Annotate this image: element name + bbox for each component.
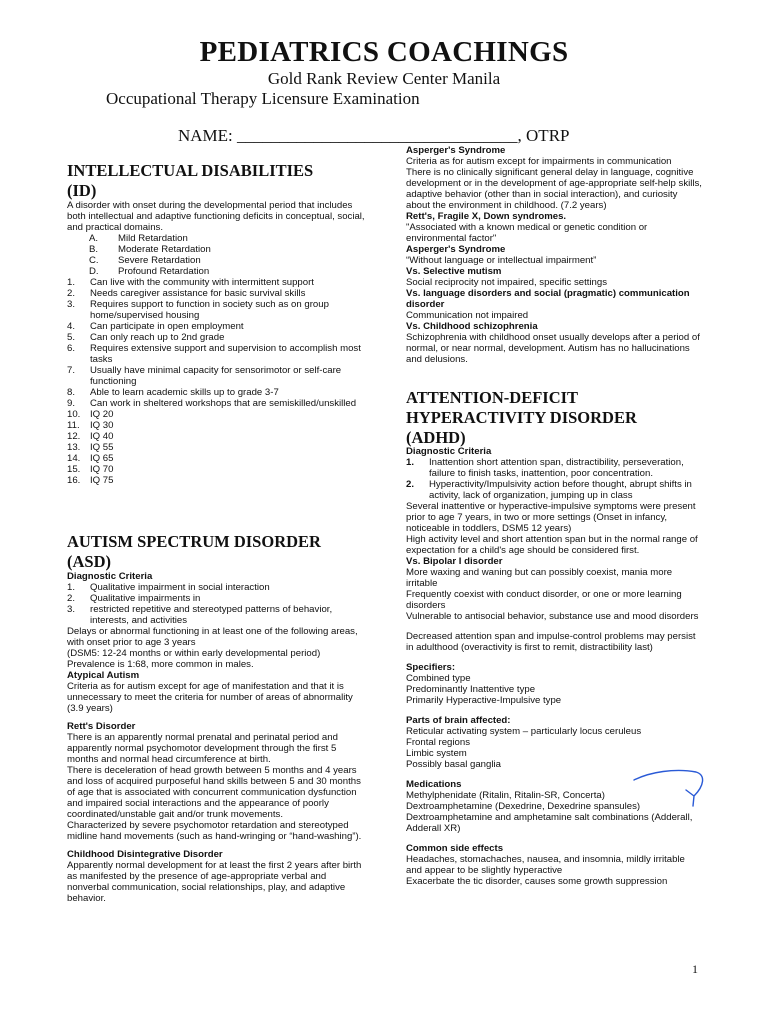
adhd-symptoms: Several inattentive or hyperactive-impulsive symptoms were present prior to age 7 years, in two or more settings (Onset in infancy, noticeable in toddlers, DSM5 12 years): [406, 501, 696, 534]
list-item: [67, 387, 367, 398]
page-number: 1: [692, 962, 698, 976]
subtitle-exam: Occupational Therapy Licensure Examination: [106, 89, 420, 108]
list-text: Requires support to function in society such as on group home/supervised housing: [90, 299, 329, 321]
mutism-text: Social reciprocity not impaired, specific settings: [406, 277, 608, 288]
list-item: Predominantly Inattentive type: [406, 684, 536, 695]
retts-text: Characterized by severe psychomotor retardation and stereotyped midline hand movements (such as hand-wringing or “hand-washing”).: [67, 820, 362, 842]
list-marker: 2.: [67, 288, 76, 299]
list-item: Reticular activating system – particularly locus ceruleus: [406, 726, 642, 737]
handwritten-arrow-icon: [630, 766, 710, 810]
cdd-label: Childhood Disintegrative Disorder: [67, 849, 223, 860]
schizophrenia-label: Vs. Childhood schizophrenia: [406, 321, 538, 332]
asd-dsm5: (DSM5: 12-24 months or within early developmental period): [67, 648, 321, 659]
list-item: [67, 233, 367, 244]
list-marker: 11.: [67, 420, 80, 431]
language-disorder-text: Communication not impaired: [406, 310, 529, 321]
asperger2-text: “Without language or intellectual impairment”: [406, 255, 597, 266]
subtitle-review-center: Gold Rank Review Center Manila: [267, 69, 501, 88]
list-item: [67, 431, 367, 442]
list-text: Requires extensive support and supervision to accomplish most tasks: [90, 343, 361, 365]
asd-delays: Delays or abnormal functioning in at least one of the following areas, with onset prior to age 3 years: [67, 626, 358, 648]
list-marker: 16.: [67, 475, 81, 486]
list-item: Limbic system: [406, 748, 467, 759]
side-effects-text: Headaches, stomachaches, nausea, and insomnia, mildly irritable and appear to be slightly hyperactive: [406, 854, 685, 876]
atypical-autism-text: Criteria as for autism except for age of manifestation and that it is unnecessary to meet the criteria for number of areas of abnormality (3.9 years): [67, 681, 353, 714]
list-item: Dextroamphetamine and amphetamine salt combinations (Adderall, Adderall XR): [406, 812, 693, 834]
list-item: Methylphenidate (Ritalin, Ritalin-SR, Concerta): [406, 790, 605, 801]
retts-fragile-text: "Associated with a known medical or genetic condition or environmental factor": [406, 222, 648, 244]
adhd-heading-abbr: (ADHD): [406, 428, 466, 447]
list-text: Usually have minimal capacity for sensorimotor or self-care functioning: [90, 365, 342, 387]
list-text: Inattention short attention span, distractibility, perseveration, failure to finish tasks, inattention, poor concentration.: [429, 457, 684, 479]
list-marker: 8.: [67, 387, 76, 398]
list-item: [67, 420, 367, 431]
list-item: [67, 398, 367, 409]
list-text: Hyperactivity/Impulsivity action before thought, abrupt shifts in activity, lack of organization, jumping up in class: [429, 479, 692, 501]
coexist-text: Frequently coexist with conduct disorder, or one or more learning disorders: [406, 589, 682, 611]
asd-criteria-label: Diagnostic Criteria: [67, 571, 153, 582]
decreased-attention-text: Decreased attention span and impulse-control problems may persist in adulthood (overactivity is first to remit, distractibility last): [406, 631, 696, 653]
list-item: Primarily Hyperactive-Impulsive type: [406, 695, 562, 706]
list-text: Can live with the community with intermittent support: [90, 277, 314, 288]
list-text: Qualitative impairment in social interaction: [90, 582, 270, 593]
id-heading-abbr: (ID): [67, 181, 97, 200]
list-item: [406, 457, 702, 479]
list-text: IQ 30: [90, 420, 114, 431]
list-marker: 6.: [67, 343, 76, 354]
id-intro: A disorder with onset during the developmental period that includes both intellectual and adaptive functioning deficits in conceptual, social, and practical domains.: [67, 200, 365, 233]
page-title: PEDIATRICS COACHINGS: [199, 36, 569, 68]
mutism-label: Vs. Selective mutism: [406, 266, 502, 277]
list-text: restricted repetitive and stereotyped patterns of behavior, interests, and activities: [90, 604, 333, 626]
list-marker: 1.: [67, 582, 76, 593]
list-item: [406, 479, 702, 501]
bipolar-text: More waxing and waning but can possibly coexist, mania more irritable: [406, 567, 673, 589]
list-text: IQ 20: [90, 409, 114, 420]
id-section-body: [67, 200, 367, 486]
list-marker: A.: [89, 233, 99, 244]
asperger-label: Asperger's Syndrome: [406, 145, 506, 156]
cdd-text: Apparently normal development for at least the first 2 years after birth as manifested by the presence of age-appropriate verbal and nonverbal communication, social relationships, play, and adaptive behavior.: [67, 860, 362, 904]
list-marker: D.: [89, 266, 99, 277]
list-marker: 9.: [67, 398, 76, 409]
list-item: [67, 299, 367, 321]
specifiers-label: Specifiers:: [406, 662, 456, 673]
list-marker: 14.: [67, 453, 81, 464]
list-text: IQ 75: [90, 475, 114, 486]
asperger-text: There is no clinically significant general delay in language, cognitive development or in the development of age-appropriate self-help skills, adaptive behavior (other than in social interaction), and curiosity about the environment in childhood. (7.2 years): [406, 167, 702, 211]
list-marker: 3.: [67, 604, 76, 615]
adhd-activity: High activity level and short attention span but in the normal range of expectation for a child's age should be considered first.: [406, 534, 698, 556]
adhd-section-body: [406, 446, 702, 887]
side-effects-text: Exacerbate the tic disorder, causes some growth suppression: [406, 876, 668, 887]
list-item: [67, 343, 367, 365]
asperger-text: Criteria as for autism except for impairments in communication: [406, 156, 672, 167]
adhd-heading-2: HYPERACTIVITY DISORDER: [406, 408, 637, 427]
list-item: [67, 604, 367, 626]
retts-label: Rett's Disorder: [67, 721, 136, 732]
vulnerable-text: Vulnerable to antisocial behavior, substance use and mood disorders: [406, 611, 699, 622]
id-heading: INTELLECTUAL DISABILITIES: [67, 161, 314, 180]
list-text: IQ 70: [90, 464, 114, 475]
bipolar-label: Vs. Bipolar I disorder: [406, 556, 503, 567]
medications-label: Medications: [406, 779, 462, 790]
list-marker: 2.: [406, 479, 415, 490]
name-field-label: NAME: _________________________________, OTRP: [178, 126, 570, 145]
list-item: [67, 332, 367, 343]
list-item: Possibly basal ganglia: [406, 759, 501, 770]
list-item: [67, 255, 367, 266]
list-text: Can only reach up to 2nd grade: [90, 332, 225, 343]
schizophrenia-text: Schizophrenia with childhood onset usually develops after a period of normal, or near normal, development. Autism has no hallucinations and delusions.: [406, 332, 700, 365]
retts-text: There is an apparently normal prenatal and perinatal period and apparently normal psychomotor development through the first 5 months and normal head circumference at birth.: [67, 732, 338, 765]
list-marker: 3.: [67, 299, 76, 310]
asd-heading: AUTISM SPECTRUM DISORDER: [67, 532, 321, 551]
list-text: Able to learn academic skills up to grade 3-7: [90, 387, 279, 398]
side-effects-label: Common side effects: [406, 843, 504, 854]
list-text: IQ 55: [90, 442, 114, 453]
list-item: [67, 464, 367, 475]
list-marker: 15.: [67, 464, 81, 475]
list-text: Mild Retardation: [118, 233, 188, 244]
asd-heading-abbr: (ASD): [67, 552, 111, 571]
asperger-section: [406, 145, 702, 365]
list-marker: 12.: [67, 431, 81, 442]
list-marker: B.: [89, 244, 99, 255]
list-item: [67, 321, 367, 332]
list-text: Severe Retardation: [118, 255, 201, 266]
asd-section-body: [67, 571, 367, 904]
adhd-criteria-label: Diagnostic Criteria: [406, 446, 492, 457]
list-item: [67, 365, 367, 387]
list-text: Qualitative impairments in: [90, 593, 201, 604]
list-marker: 1.: [67, 277, 76, 288]
asd-prevalence: Prevalence is 1:68, more common in males.: [67, 659, 254, 670]
list-item: Combined type: [406, 673, 471, 684]
list-marker: 1.: [406, 457, 415, 468]
list-marker: 2.: [67, 593, 76, 604]
list-item: [67, 277, 367, 288]
retts-text: There is deceleration of head growth between 5 months and 4 years and loss of acquired purposeful hand skills between 5 and 30 months of age that is associated with concurrent communication dysfunction and impaired social interactions and the appearance of poorly coordinated/unstable gait and/or trunk movements.: [67, 765, 361, 820]
list-item: [67, 453, 367, 464]
list-item: [67, 288, 367, 299]
list-marker: C.: [89, 255, 99, 266]
list-item: [67, 475, 367, 486]
adhd-heading: ATTENTION-DEFICIT: [406, 388, 579, 407]
list-marker: 4.: [67, 321, 76, 332]
list-text: Can participate in open employment: [90, 321, 244, 332]
list-text: IQ 40: [90, 431, 114, 442]
list-marker: 10.: [67, 409, 81, 420]
list-text: Can work in sheltered workshops that are semiskilled/unskilled: [90, 398, 357, 409]
id-items-list: [67, 277, 367, 486]
list-marker: 13.: [67, 442, 81, 453]
list-text: Profound Retardation: [118, 266, 210, 277]
list-item: [67, 593, 367, 604]
list-text: IQ 65: [90, 453, 114, 464]
list-item: [67, 409, 367, 420]
id-levels-list: [67, 233, 367, 277]
list-item: [67, 582, 367, 593]
brain-parts-label: Parts of brain affected:: [406, 715, 511, 726]
list-item: Frontal regions: [406, 737, 470, 748]
list-marker: 5.: [67, 332, 76, 343]
list-item: [67, 244, 367, 255]
list-item: [67, 266, 367, 277]
language-disorder-label: Vs. language disorders and social (pragmatic) communication disorder: [406, 288, 690, 310]
retts-fragile-label: Rett's, Fragile X, Down syndromes.: [406, 211, 567, 222]
list-text: Needs caregiver assistance for basic survival skills: [90, 288, 306, 299]
list-text: Moderate Retardation: [118, 244, 211, 255]
list-item: Dextroamphetamine (Dexedrine, Dexedrine spansules): [406, 801, 641, 812]
atypical-autism-label: Atypical Autism: [67, 670, 140, 681]
asperger2-label: Asperger's Syndrome: [406, 244, 506, 255]
list-marker: 7.: [67, 365, 76, 376]
list-item: [67, 442, 367, 453]
